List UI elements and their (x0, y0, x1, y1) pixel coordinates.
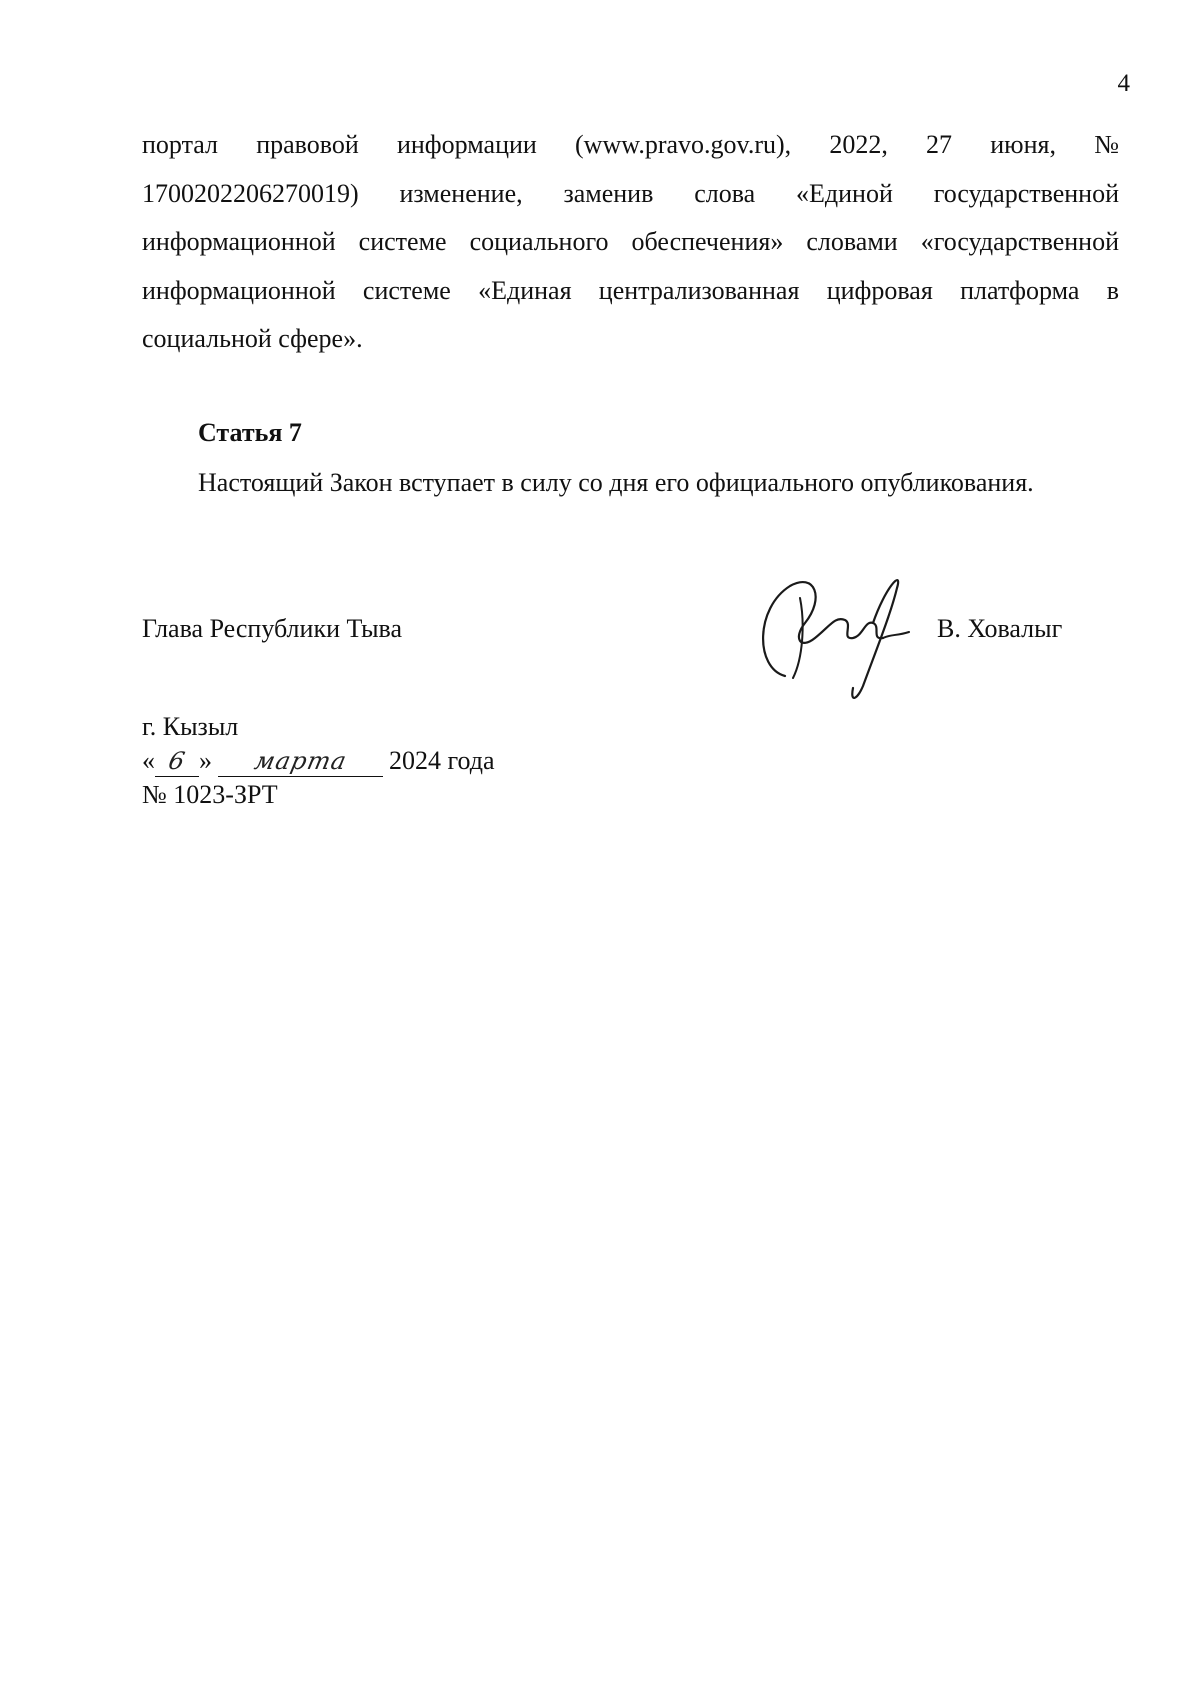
signing-date (142, 746, 495, 777)
date-close-quote: » (199, 746, 212, 775)
signatory-title: Глава Республики Тыва (142, 614, 403, 643)
handwritten-signature (745, 568, 920, 708)
article-heading: Статья 7 (198, 418, 302, 447)
date-month-field (218, 746, 383, 777)
date-open-quote: « (142, 746, 155, 775)
article-text: Настоящий Закон вступает в силу со дня его официального опубликования. (198, 468, 1034, 497)
place-of-signing: г. Кызыл (142, 712, 239, 741)
date-year: 2024 года (389, 746, 495, 775)
page-number: 4 (1117, 70, 1130, 97)
date-day-field (155, 746, 199, 777)
law-number: № 1023-ЗРТ (142, 780, 278, 809)
signer-name: В. Ховалыг (937, 614, 1063, 643)
date-day-handwritten: 6 (165, 747, 189, 775)
date-month-handwritten: марта (251, 747, 350, 775)
body-paragraph: портал правовой информации (www.pravo.gov.ru), 2022, 27 июня, № 1700202206270019) изменение, заменив слова «Единой государственной информационной системе социального обеспечения» словами «государственной информационной системе «Единая централизованная цифровая платформа в социальной сфере». (142, 130, 1119, 353)
